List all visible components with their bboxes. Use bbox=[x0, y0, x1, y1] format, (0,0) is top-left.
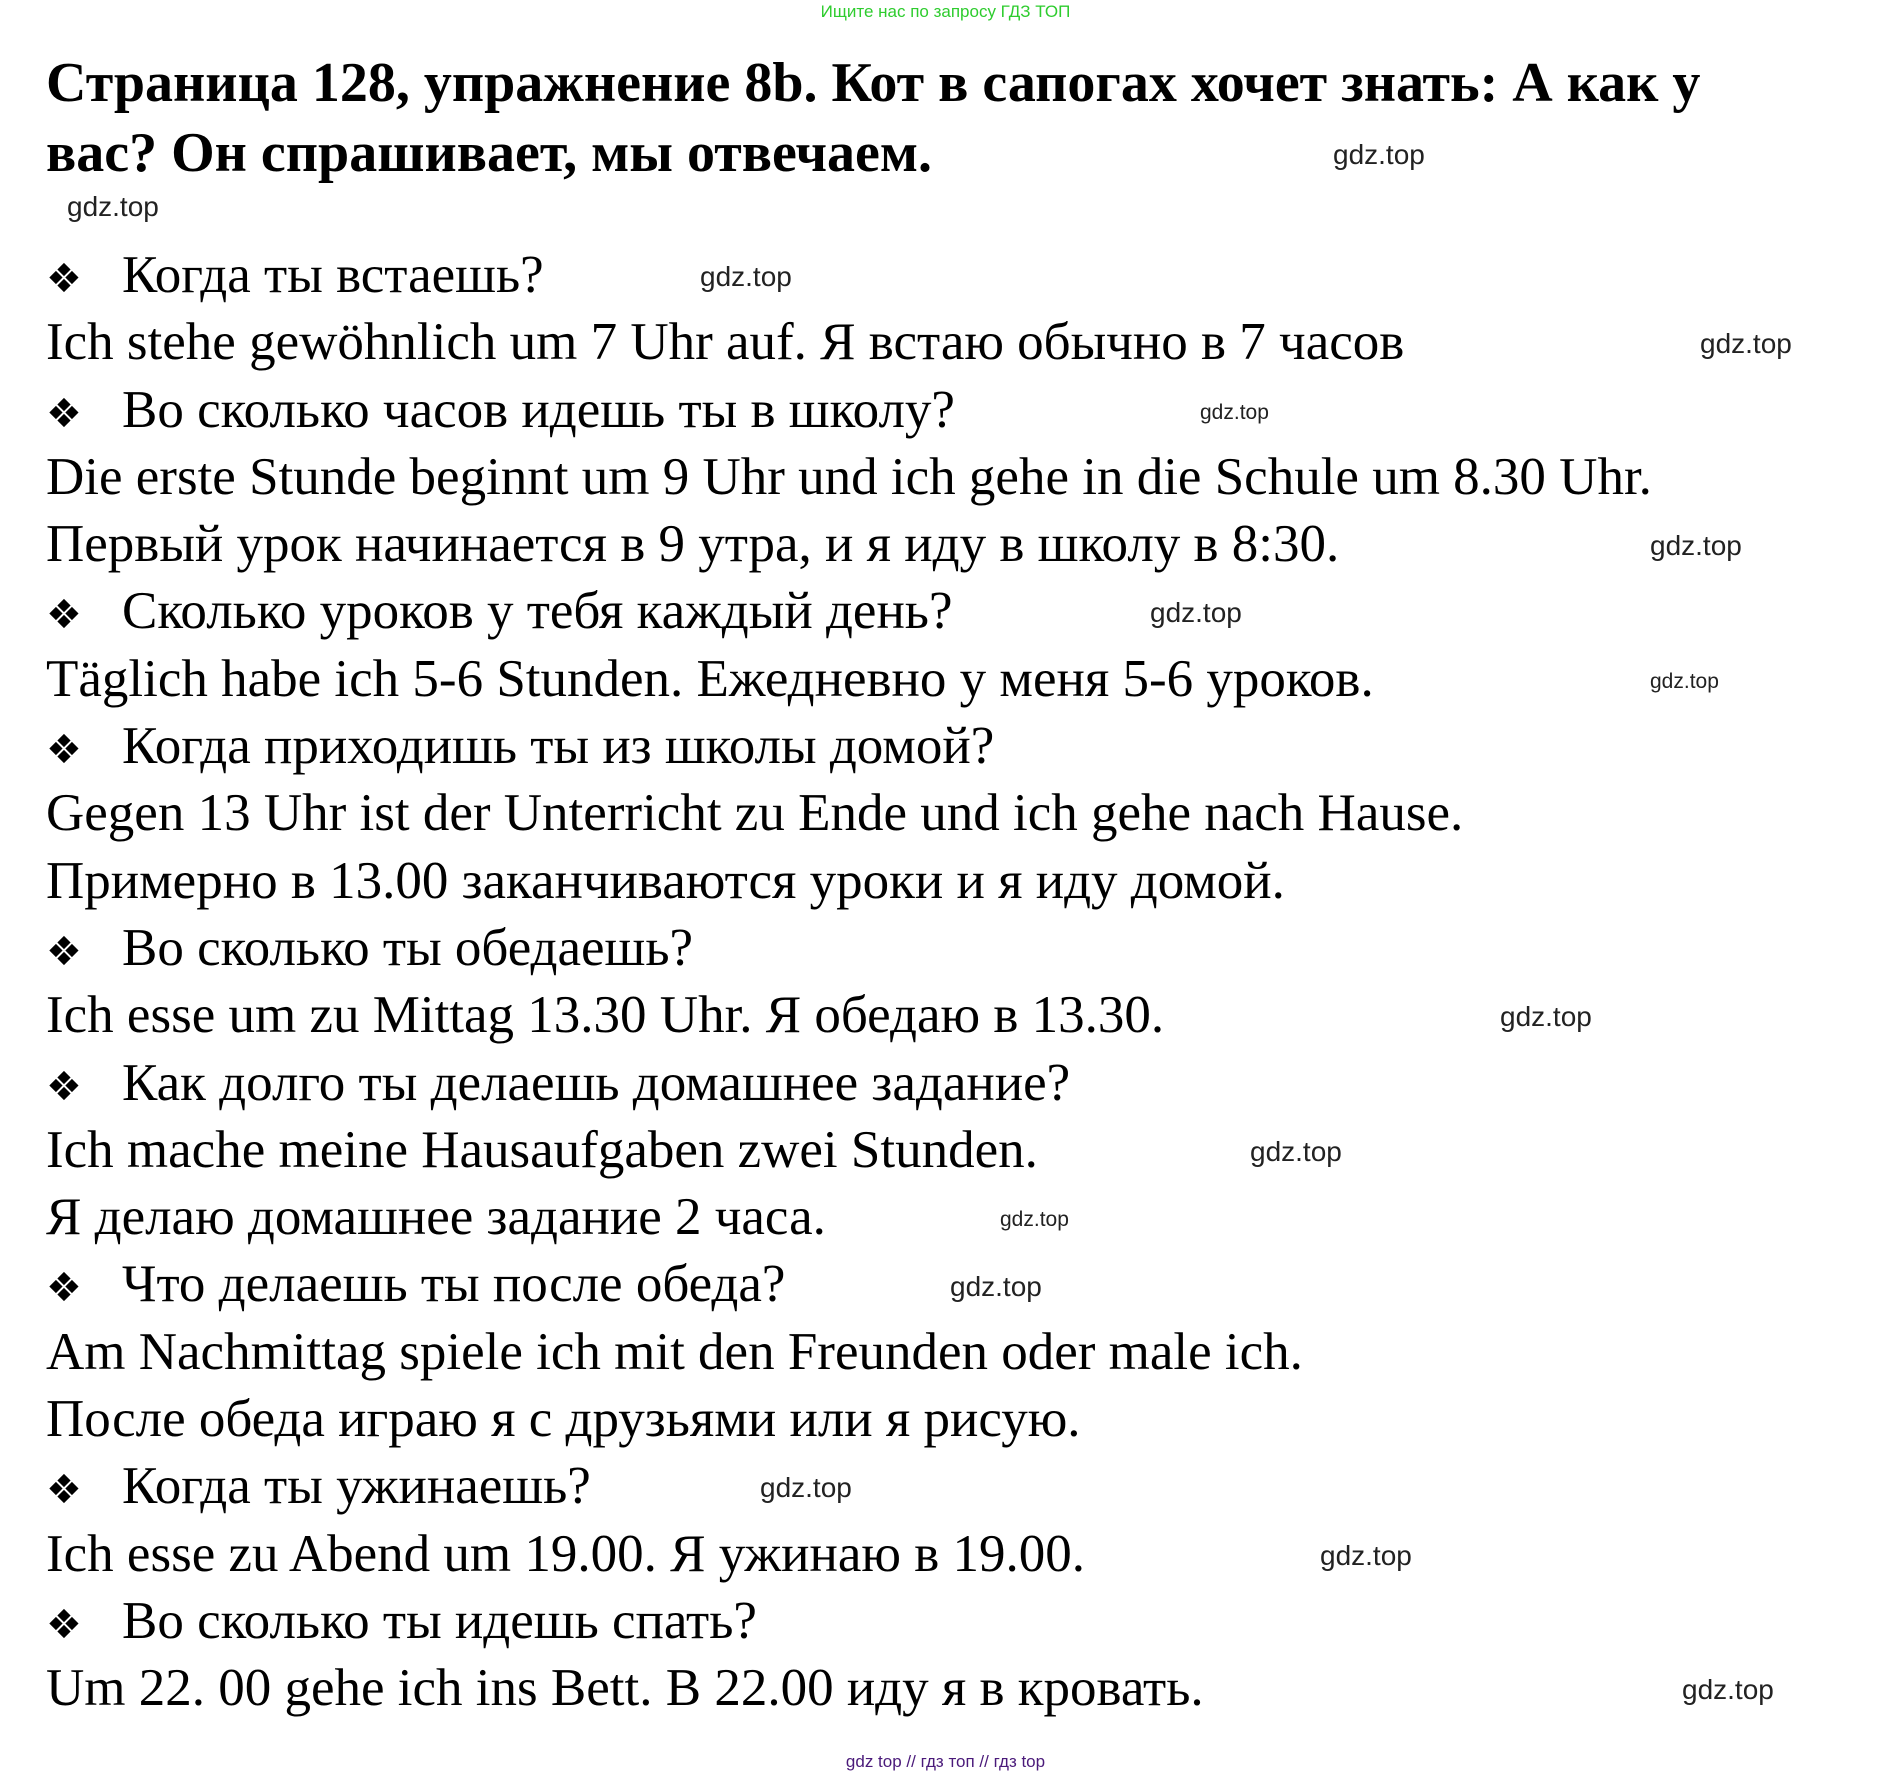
footer-watermark: gdz top // гдз топ // гдз top bbox=[845, 1752, 1046, 1771]
gdz-watermark: gdz.top bbox=[67, 191, 159, 222]
question-line bbox=[46, 1588, 1886, 1655]
answer-text: Gegen 13 Uhr ist der Unterricht zu Ende und ich gehe nach Hause. bbox=[46, 784, 1464, 843]
answer-text: Ich esse um zu Mittag 13.30 Uhr. Я обедаю в 13.30. bbox=[46, 986, 1165, 1045]
answer-text: Täglich habe ich 5-6 Stunden. Ежедневно у меня 5-6 уроков. bbox=[46, 649, 1374, 708]
question-text: Когда приходишь ты из школы домой? bbox=[122, 717, 995, 776]
answer-text: Ich esse zu Abend um 19.00. Я ужинаю в 19.00. bbox=[46, 1524, 1085, 1583]
page-title bbox=[46, 48, 1886, 188]
question-text: Сколько уроков у тебя каждый день? bbox=[122, 582, 953, 641]
gdz-watermark: gdz.top bbox=[1150, 597, 1242, 628]
diamond-bullet-icon: ❖ bbox=[46, 256, 82, 302]
answer-text: Am Nachmittag spiele ich mit den Freunden oder male ich. bbox=[46, 1322, 1303, 1381]
question-line bbox=[46, 915, 1886, 982]
gdz-watermark: gdz.top bbox=[700, 261, 792, 292]
question-text: Когда ты встаешь? bbox=[122, 246, 544, 304]
question-text: Что делаешь ты после обеда? bbox=[122, 1255, 786, 1314]
question-line bbox=[46, 1050, 1886, 1117]
gdz-watermark: gdz.top bbox=[1500, 1001, 1592, 1032]
diamond-bullet-icon: ❖ bbox=[46, 592, 82, 639]
answer-text: Ich stehe gewöhnlich um 7 Uhr auf. Я встаю обычно в 7 часов bbox=[46, 313, 1405, 372]
diamond-bullet-icon: ❖ bbox=[46, 390, 82, 437]
gdz-watermark: gdz.top bbox=[1682, 1674, 1774, 1705]
answer-text: Ich mache meine Hausaufgaben zwei Stunden. bbox=[46, 1120, 1038, 1179]
title-line: Страница 128, упражнение 8b. Кот в сапогах хочет знать: А как у bbox=[46, 52, 1701, 114]
diamond-bullet-icon: ❖ bbox=[46, 1265, 82, 1312]
diamond-bullet-icon: ❖ bbox=[46, 1467, 82, 1514]
answer-line bbox=[46, 444, 1886, 511]
answer-line bbox=[46, 982, 1886, 1049]
question-line bbox=[46, 1453, 1886, 1520]
gdz-watermark: gdz.top bbox=[950, 1271, 1042, 1302]
gdz-watermark: gdz.top bbox=[1320, 1540, 1412, 1571]
exercise-answers bbox=[46, 242, 1886, 1723]
answer-text: Примерно в 13.00 заканчиваются уроки и я иду домой. bbox=[46, 851, 1285, 910]
diamond-bullet-icon: ❖ bbox=[46, 928, 82, 975]
answer-line bbox=[46, 780, 1886, 847]
answer-line bbox=[46, 1319, 1886, 1386]
answer-text: Первый урок начинается в 9 утра, и я иду в школу в 8:30. bbox=[46, 515, 1340, 574]
answer-line bbox=[46, 646, 1886, 713]
diamond-bullet-icon: ❖ bbox=[46, 1601, 82, 1648]
diamond-bullet-icon: ❖ bbox=[46, 727, 82, 774]
question-text: Во сколько ты обедаешь? bbox=[122, 918, 694, 977]
gdz-watermark: gdz.top bbox=[1250, 1136, 1342, 1167]
gdz-watermark: gdz.top bbox=[1650, 530, 1742, 561]
answer-line bbox=[46, 1655, 1886, 1722]
answer-text: Um 22. 00 gehe ich ins Bett. В 22.00 иду я в кровать. bbox=[46, 1659, 1204, 1718]
question-text: Во сколько ты идешь спать? bbox=[122, 1591, 757, 1650]
question-text: Как долго ты делаешь домашнее задание? bbox=[122, 1053, 1071, 1112]
gdz-watermark: gdz.top bbox=[1650, 670, 1719, 693]
gdz-watermark: gdz.top bbox=[1200, 401, 1269, 424]
answer-line bbox=[46, 1184, 1886, 1251]
question-text: Когда ты ужинаешь? bbox=[122, 1457, 591, 1516]
question-line bbox=[46, 242, 1886, 309]
answer-text: Die erste Stunde beginnt um 9 Uhr und ich gehe in die Schule um 8.30 Uhr. bbox=[46, 447, 1652, 506]
question-line bbox=[46, 377, 1886, 444]
answer-text: После обеда играю я с друзьями или я рисую. bbox=[46, 1390, 1081, 1449]
title-line: вас? Он спрашивает, мы отвечаем. bbox=[46, 122, 933, 184]
question-line bbox=[46, 713, 1886, 780]
search-hint-banner: Ищите нас по запросу ГДЗ ТОП bbox=[820, 2, 1071, 21]
question-line bbox=[46, 578, 1886, 645]
answer-line bbox=[46, 1521, 1886, 1588]
answer-line bbox=[46, 1386, 1886, 1453]
diamond-bullet-icon: ❖ bbox=[46, 1063, 82, 1110]
question-text: Во сколько часов идешь ты в школу? bbox=[122, 380, 955, 439]
answer-line bbox=[46, 309, 1886, 376]
answer-line bbox=[46, 511, 1886, 578]
answer-line bbox=[46, 848, 1886, 915]
answer-text: Я делаю домашнее задание 2 часа. bbox=[46, 1188, 826, 1247]
answer-line bbox=[46, 1117, 1886, 1184]
gdz-watermark: gdz.top bbox=[1000, 1208, 1069, 1231]
gdz-watermark: gdz.top bbox=[760, 1472, 852, 1503]
gdz-watermark: gdz.top bbox=[1333, 139, 1425, 170]
gdz-watermark: gdz.top bbox=[1700, 328, 1792, 359]
